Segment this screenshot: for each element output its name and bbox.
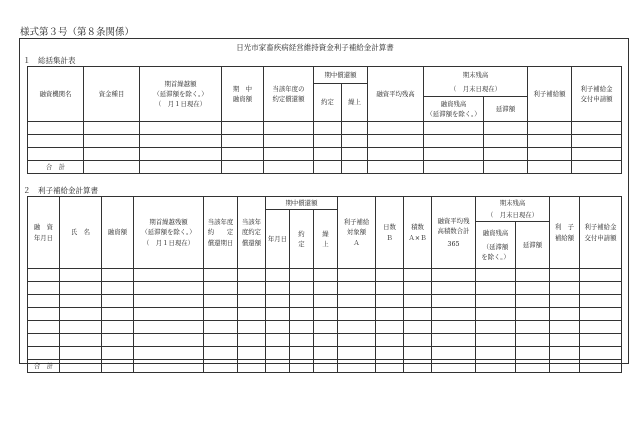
header-due-date: 当該年度 約 定 償還期日 <box>204 197 238 269</box>
header-period-repayment: 期中償還額 <box>314 67 368 84</box>
header-average-balance: 融資平均残 高積数合計 365 <box>432 197 476 269</box>
header-early: 繰上 <box>342 84 368 122</box>
header-lender: 融資機関名 <box>28 67 84 122</box>
header-product: 積数 Ａ×Ｂ <box>404 197 432 269</box>
table-row <box>28 334 622 347</box>
table-row <box>28 135 622 148</box>
header-yearend-balance: 融資残高 （延滞額を除く。） <box>424 97 484 122</box>
document-title: 日光市家畜疾病経営維持資金利子補給金計算書 <box>236 43 394 52</box>
header-fy-repayment: 当該年 度約定 償還額 <box>238 197 266 269</box>
header-loan-amount: 融資額 <box>102 197 134 269</box>
header-period-repay: 期中償還額 <box>266 197 338 210</box>
header-period-loan: 期 中 融資額 <box>222 67 264 122</box>
table-row <box>28 347 622 360</box>
header-year-end-l1: 期末残高 <box>476 197 550 210</box>
table-row <box>28 269 622 282</box>
total-label: 合 計 <box>28 161 84 174</box>
header-overdue: 延滞額 <box>484 97 528 122</box>
header-request-amount: 利子補給金 交付申請額 <box>580 197 622 269</box>
header-loan-date: 融 資 年月日 <box>28 197 60 269</box>
table-row <box>28 282 622 295</box>
total-label: 合 計 <box>28 360 60 373</box>
calculation-table <box>27 196 622 373</box>
header-overdue: 延滞額 <box>516 222 550 269</box>
header-year-end-date: （ 月末日現在） <box>476 210 550 222</box>
header-scheduled: 約定 <box>314 84 342 122</box>
header-year-end-date: （ 月末日現在） <box>424 84 528 97</box>
header-average-balance: 融資平均残高 <box>368 67 424 122</box>
table-row <box>28 321 622 334</box>
form-number: 様式第３号（第８条関係） <box>20 27 135 38</box>
table-row <box>28 148 622 161</box>
table-row <box>28 295 622 308</box>
header-days: 日数 Ｂ <box>376 197 404 269</box>
header-request-amount: 利子補給金 交付申請額 <box>572 67 622 122</box>
section2-heading: ２ 利子補給金計算書 <box>23 186 98 195</box>
table-row <box>28 308 622 321</box>
header-subsidy-target: 利子補給 対象額 Ａ <box>338 197 376 269</box>
section1-heading: １ 総括集計表 <box>23 56 76 65</box>
total-row <box>28 161 622 174</box>
header-interest-subsidy: 利子補給額 <box>528 67 572 122</box>
header-opening-balance: 期首繰越残額 （延滞額を除く。） （ 月１日現在） <box>134 197 204 269</box>
header-scheduled: 約 定 <box>290 210 314 269</box>
header-repay-date: 年月日 <box>266 210 290 269</box>
header-loan-type: 資金種目 <box>84 67 140 122</box>
header-opening-balance: 期首繰越額 （延滞額を除く。） （ 月１日現在） <box>140 67 222 122</box>
header-subsidy: 利 子 補給額 <box>550 197 580 269</box>
header-year-end-l1: 期末残高 <box>424 67 528 84</box>
header-name: 氏 名 <box>60 197 102 269</box>
summary-table <box>27 66 622 174</box>
total-row <box>28 360 622 373</box>
header-scheduled-repayment: 当該年度の 約定償還額 <box>264 67 314 122</box>
header-balance: 融資残高 （延滞額 を除く。） <box>476 222 516 269</box>
table-row <box>28 122 622 135</box>
header-early: 繰 上 <box>314 210 338 269</box>
